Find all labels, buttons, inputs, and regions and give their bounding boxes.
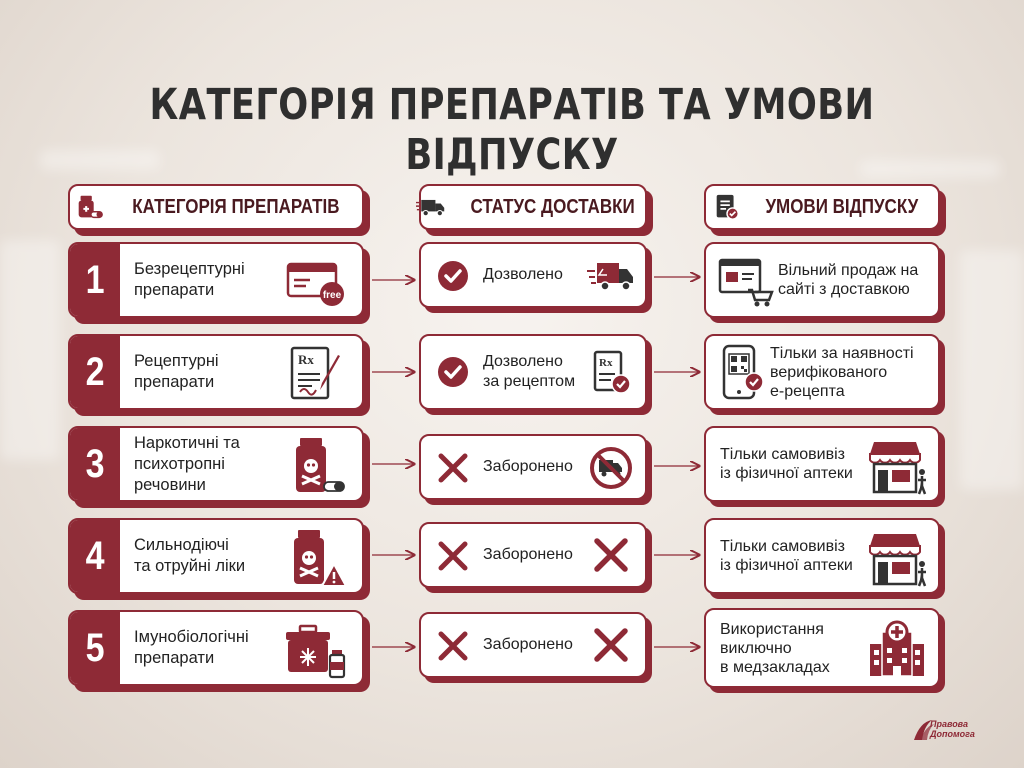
category-row-3 (68, 426, 364, 502)
no-delivery-icon (587, 445, 635, 491)
logo-text-line2: Допомога (930, 729, 975, 739)
conditions-text: Тільки самовивіз із фізичної аптеки (720, 538, 853, 574)
status-text: Дозволено за рецептом (483, 353, 576, 390)
category-label: Імунобіологічні препарати (134, 628, 249, 667)
status-card-3 (419, 434, 647, 500)
status-card-4 (419, 522, 647, 588)
row-number: 2 (70, 336, 120, 408)
conditions-text: Використання виключно в медзакладах (720, 620, 830, 676)
category-label: Сильнодіючі та отруйні ліки (134, 536, 246, 575)
toxic-warning-icon (284, 526, 348, 590)
hospital-icon (866, 618, 928, 680)
svg-text:Rx: Rx (599, 357, 613, 369)
cross-icon (437, 452, 469, 484)
header-conditions-label: УМОВИ ВІДПУСКУ (765, 195, 919, 218)
header-conditions (704, 184, 940, 230)
status-card-2 (419, 334, 647, 410)
category-label: Наркотичні та психотропні речовини (134, 433, 240, 494)
svg-text:free: free (322, 290, 342, 301)
cross-icon (587, 533, 635, 579)
header-status (419, 184, 647, 230)
category-label: Рецептурні препарати (134, 352, 219, 391)
storefront-icon (866, 526, 930, 590)
prescription-check-icon (587, 350, 635, 396)
conditions-text: Вільний продаж на сайті з доставкою (778, 262, 919, 298)
status-text: Дозволено (483, 266, 563, 283)
status-text: Заборонено (483, 546, 573, 563)
header-category (68, 184, 364, 230)
conditions-card-2 (704, 334, 940, 410)
status-card-5 (419, 612, 647, 678)
check-icon (437, 260, 469, 292)
row-number: 5 (70, 612, 120, 684)
cross-icon (437, 540, 469, 572)
truck-icon (416, 192, 446, 222)
cross-icon (587, 623, 635, 669)
prescription-pen-icon (284, 342, 348, 406)
row-number: 4 (70, 520, 120, 592)
category-row-4 (68, 518, 364, 594)
conditions-card-5 (704, 608, 940, 688)
conditions-card-3 (704, 426, 940, 502)
logo-text-line1: Правова (930, 719, 969, 729)
cross-icon (437, 630, 469, 662)
category-row-1 (68, 242, 364, 318)
poison-bottle-icon (284, 434, 348, 498)
page-title: КАТЕГОРІЯ ПРЕПАРАТІВ ТА УМОВИ ВІДПУСКУ (149, 80, 875, 180)
status-text: Заборонено (483, 636, 573, 653)
delivery-truck-icon (587, 253, 635, 299)
conditions-card-1 (704, 242, 940, 318)
row-number: 1 (70, 244, 120, 316)
free-ticket-icon (284, 250, 348, 314)
category-row-5 (68, 610, 364, 686)
cooler-vial-icon (284, 618, 348, 682)
row-number: 3 (70, 428, 120, 500)
conditions-text: Тільки за наявності верифікованого е-рецепта (770, 344, 914, 400)
conditions-card-4 (704, 518, 940, 594)
header-status-label: СТАТУС ДОСТАВКИ (470, 195, 636, 218)
check-icon (437, 356, 469, 388)
status-text: Заборонено (483, 458, 573, 475)
category-row-2 (68, 334, 364, 410)
status-card-1 (419, 242, 647, 308)
svg-text:Rx: Rx (298, 352, 314, 367)
header-category-label: КАТЕГОРІЯ ПРЕПАРАТІВ (132, 195, 340, 218)
online-shop-icon (716, 252, 774, 310)
phone-qr-icon (716, 344, 774, 402)
clipboard-icon (712, 192, 742, 222)
storefront-icon (866, 434, 930, 498)
pill-bottle-icon (74, 192, 104, 222)
conditions-text: Тільки самовивіз із фізичної аптеки (720, 446, 853, 482)
category-label: Безрецептурні препарати (134, 260, 245, 299)
